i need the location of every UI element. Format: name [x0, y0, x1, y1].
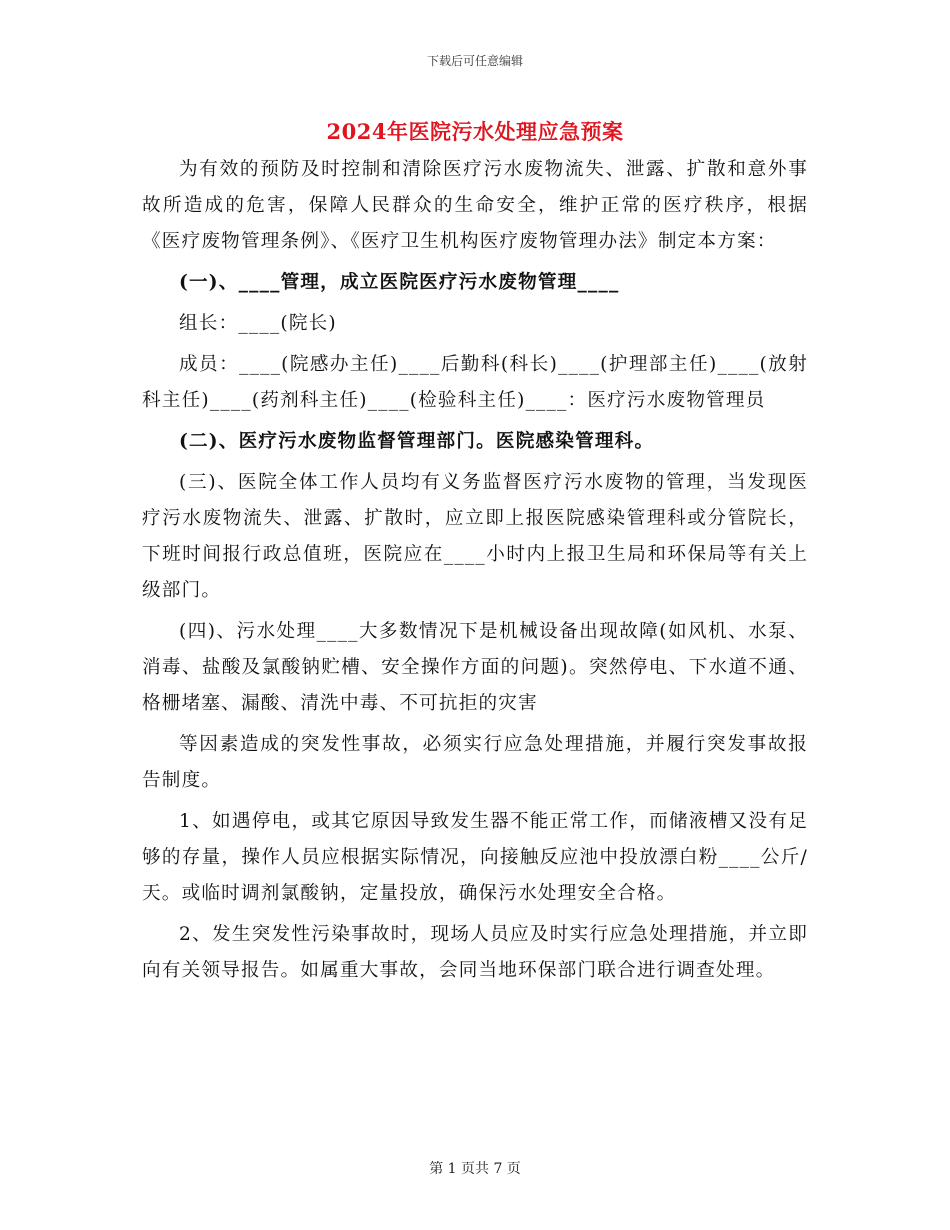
members-paragraph: 成员：____(院感办主任)____后勤科(科长)____(护理部主任)____(放射科主任)____(药剂科主任)____(检验科主任)____：医疗污水废物管理员 [142, 354, 808, 411]
group-leader-line: 组长：____(院长) [179, 313, 337, 334]
item-1-paragraph: 1、如遇停电，或其它原因导致发生器不能正常工作，而储液槽又没有足够的存量，操作人员应根据实际情况，向接触反应池中投放漂白粉____公斤/天。或临时调剂氯酸钠，定量投放，确保污水处理安全合格。 [142, 811, 808, 904]
section-4-paragraph: (四)、污水处理____大多数情况下是机械设备出现故障(如风机、水泵、消毒、盐酸及氯酸钠贮槽、安全操作方面的问题)。突然停电、下水道不通、格栅堵塞、漏酸、清洗中毒、不可抗拒的灾害 [142, 621, 808, 714]
intro-paragraph: 为有效的预防及时控制和清除医疗污水废物流失、泄露、扩散和意外事故所造成的危害，保障人民群众的生命安全，维护正常的医疗秩序，根据《医疗废物管理条例》、《医疗卫生机构医疗废物管理办法》制定本方案： [142, 159, 808, 252]
document-body [142, 152, 808, 994]
section-1-heading: (一)、____管理，成立医院医疗污水废物管理____ [179, 272, 620, 293]
section-3-paragraph: (三)、医院全体工作人员均有义务监督医疗污水废物的管理，当发现医疗污水废物流失、泄露、扩散时，应立即上报医院感染管理科或分管院长，下班时间报行政总值班，医院应在____小时内上报卫生局和环保局等有关上级部门。 [142, 472, 808, 601]
item-2-paragraph: 2、发生突发性污染事故时，现场人员应及时实行应急处理措施，并立即向有关领导报告。如属重大事故，会同当地环保部门联合进行调查处理。 [142, 924, 808, 981]
section-4-continuation: 等因素造成的突发性事故，必须实行应急处理措施，并履行突发事故报告制度。 [142, 734, 808, 791]
document-title: 2024年医院污水处理应急预案 [326, 119, 624, 144]
section-2-heading: (二)、医疗污水废物监督管理部门。医院感染管理科。 [179, 431, 655, 452]
header-note: 下载后可任意编辑 [426, 54, 523, 68]
page-number: 第 1 页共 7 页 [429, 1161, 521, 1177]
